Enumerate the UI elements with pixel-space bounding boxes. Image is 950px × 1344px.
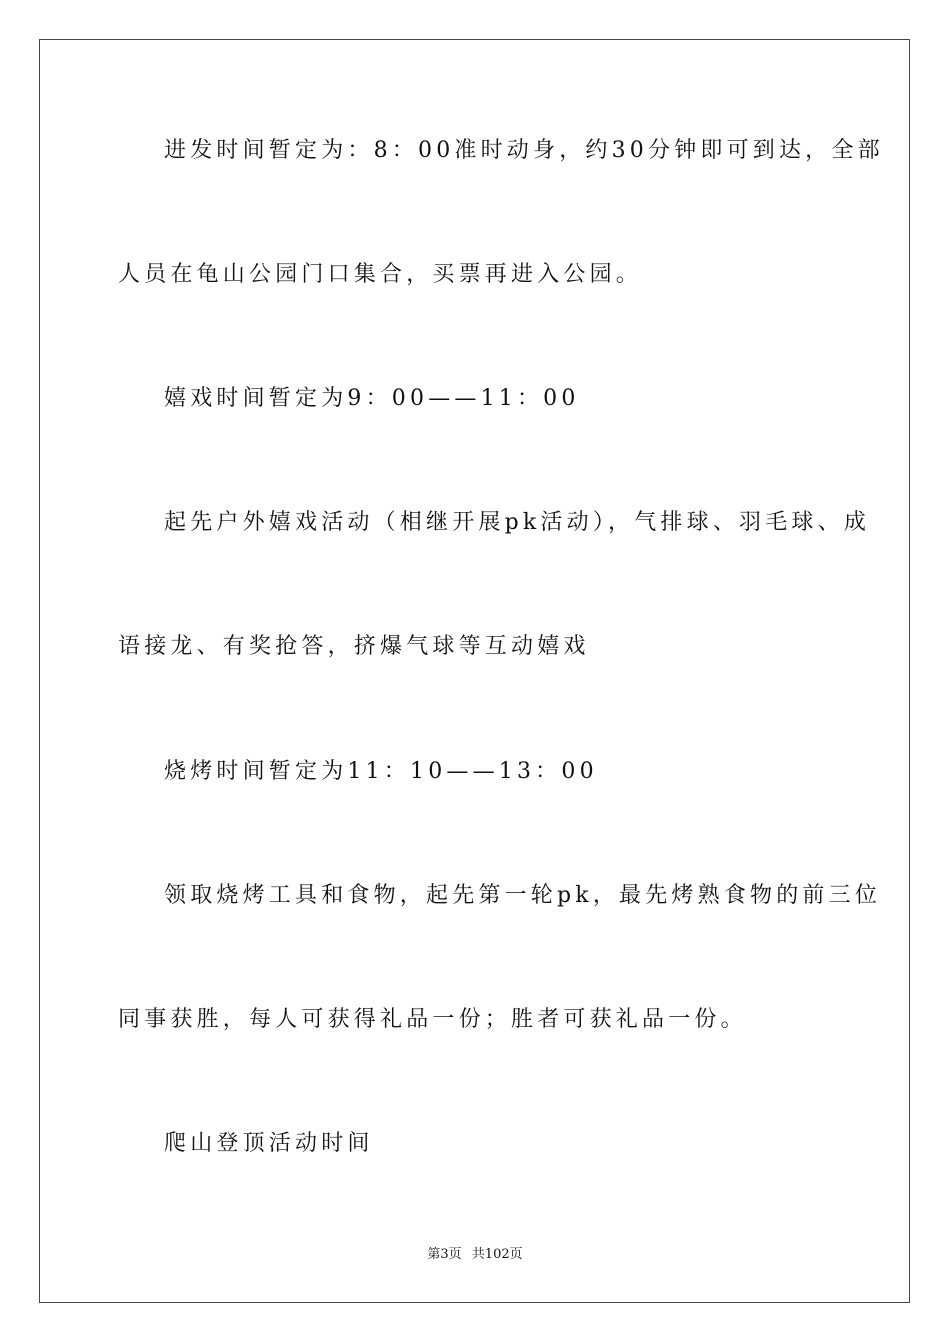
page-border	[39, 39, 910, 1303]
body-line-2: 人员在龟山公园门口集合，买票再进入公园。	[118, 262, 643, 287]
page-number: 第3页	[427, 1247, 462, 1262]
body-line-6: 烧烤时间暂定为11：10——13：00	[164, 759, 598, 784]
body-line-1: 进发时间暂定为：8：00准时动身，约30分钟即可到达，全部	[164, 138, 884, 163]
body-line-5: 语接龙、有奖抢答，挤爆气球等互动嬉戏	[118, 634, 590, 659]
body-line-7: 领取烧烤工具和食物，起先第一轮pk，最先烤熟食物的前三位	[164, 883, 882, 908]
body-line-9: 爬山登顶活动时间	[164, 1131, 374, 1156]
body-line-3: 嬉戏时间暂定为9：00——11：00	[164, 386, 580, 411]
page-total: 共102页	[471, 1247, 523, 1262]
body-line-4: 起先户外嬉戏活动（相继开展pk活动），气排球、羽毛球、成	[164, 510, 871, 535]
body-line-8: 同事获胜，每人可获得礼品一份；胜者可获礼品一份。	[118, 1007, 747, 1032]
page-footer	[0, 1246, 950, 1264]
